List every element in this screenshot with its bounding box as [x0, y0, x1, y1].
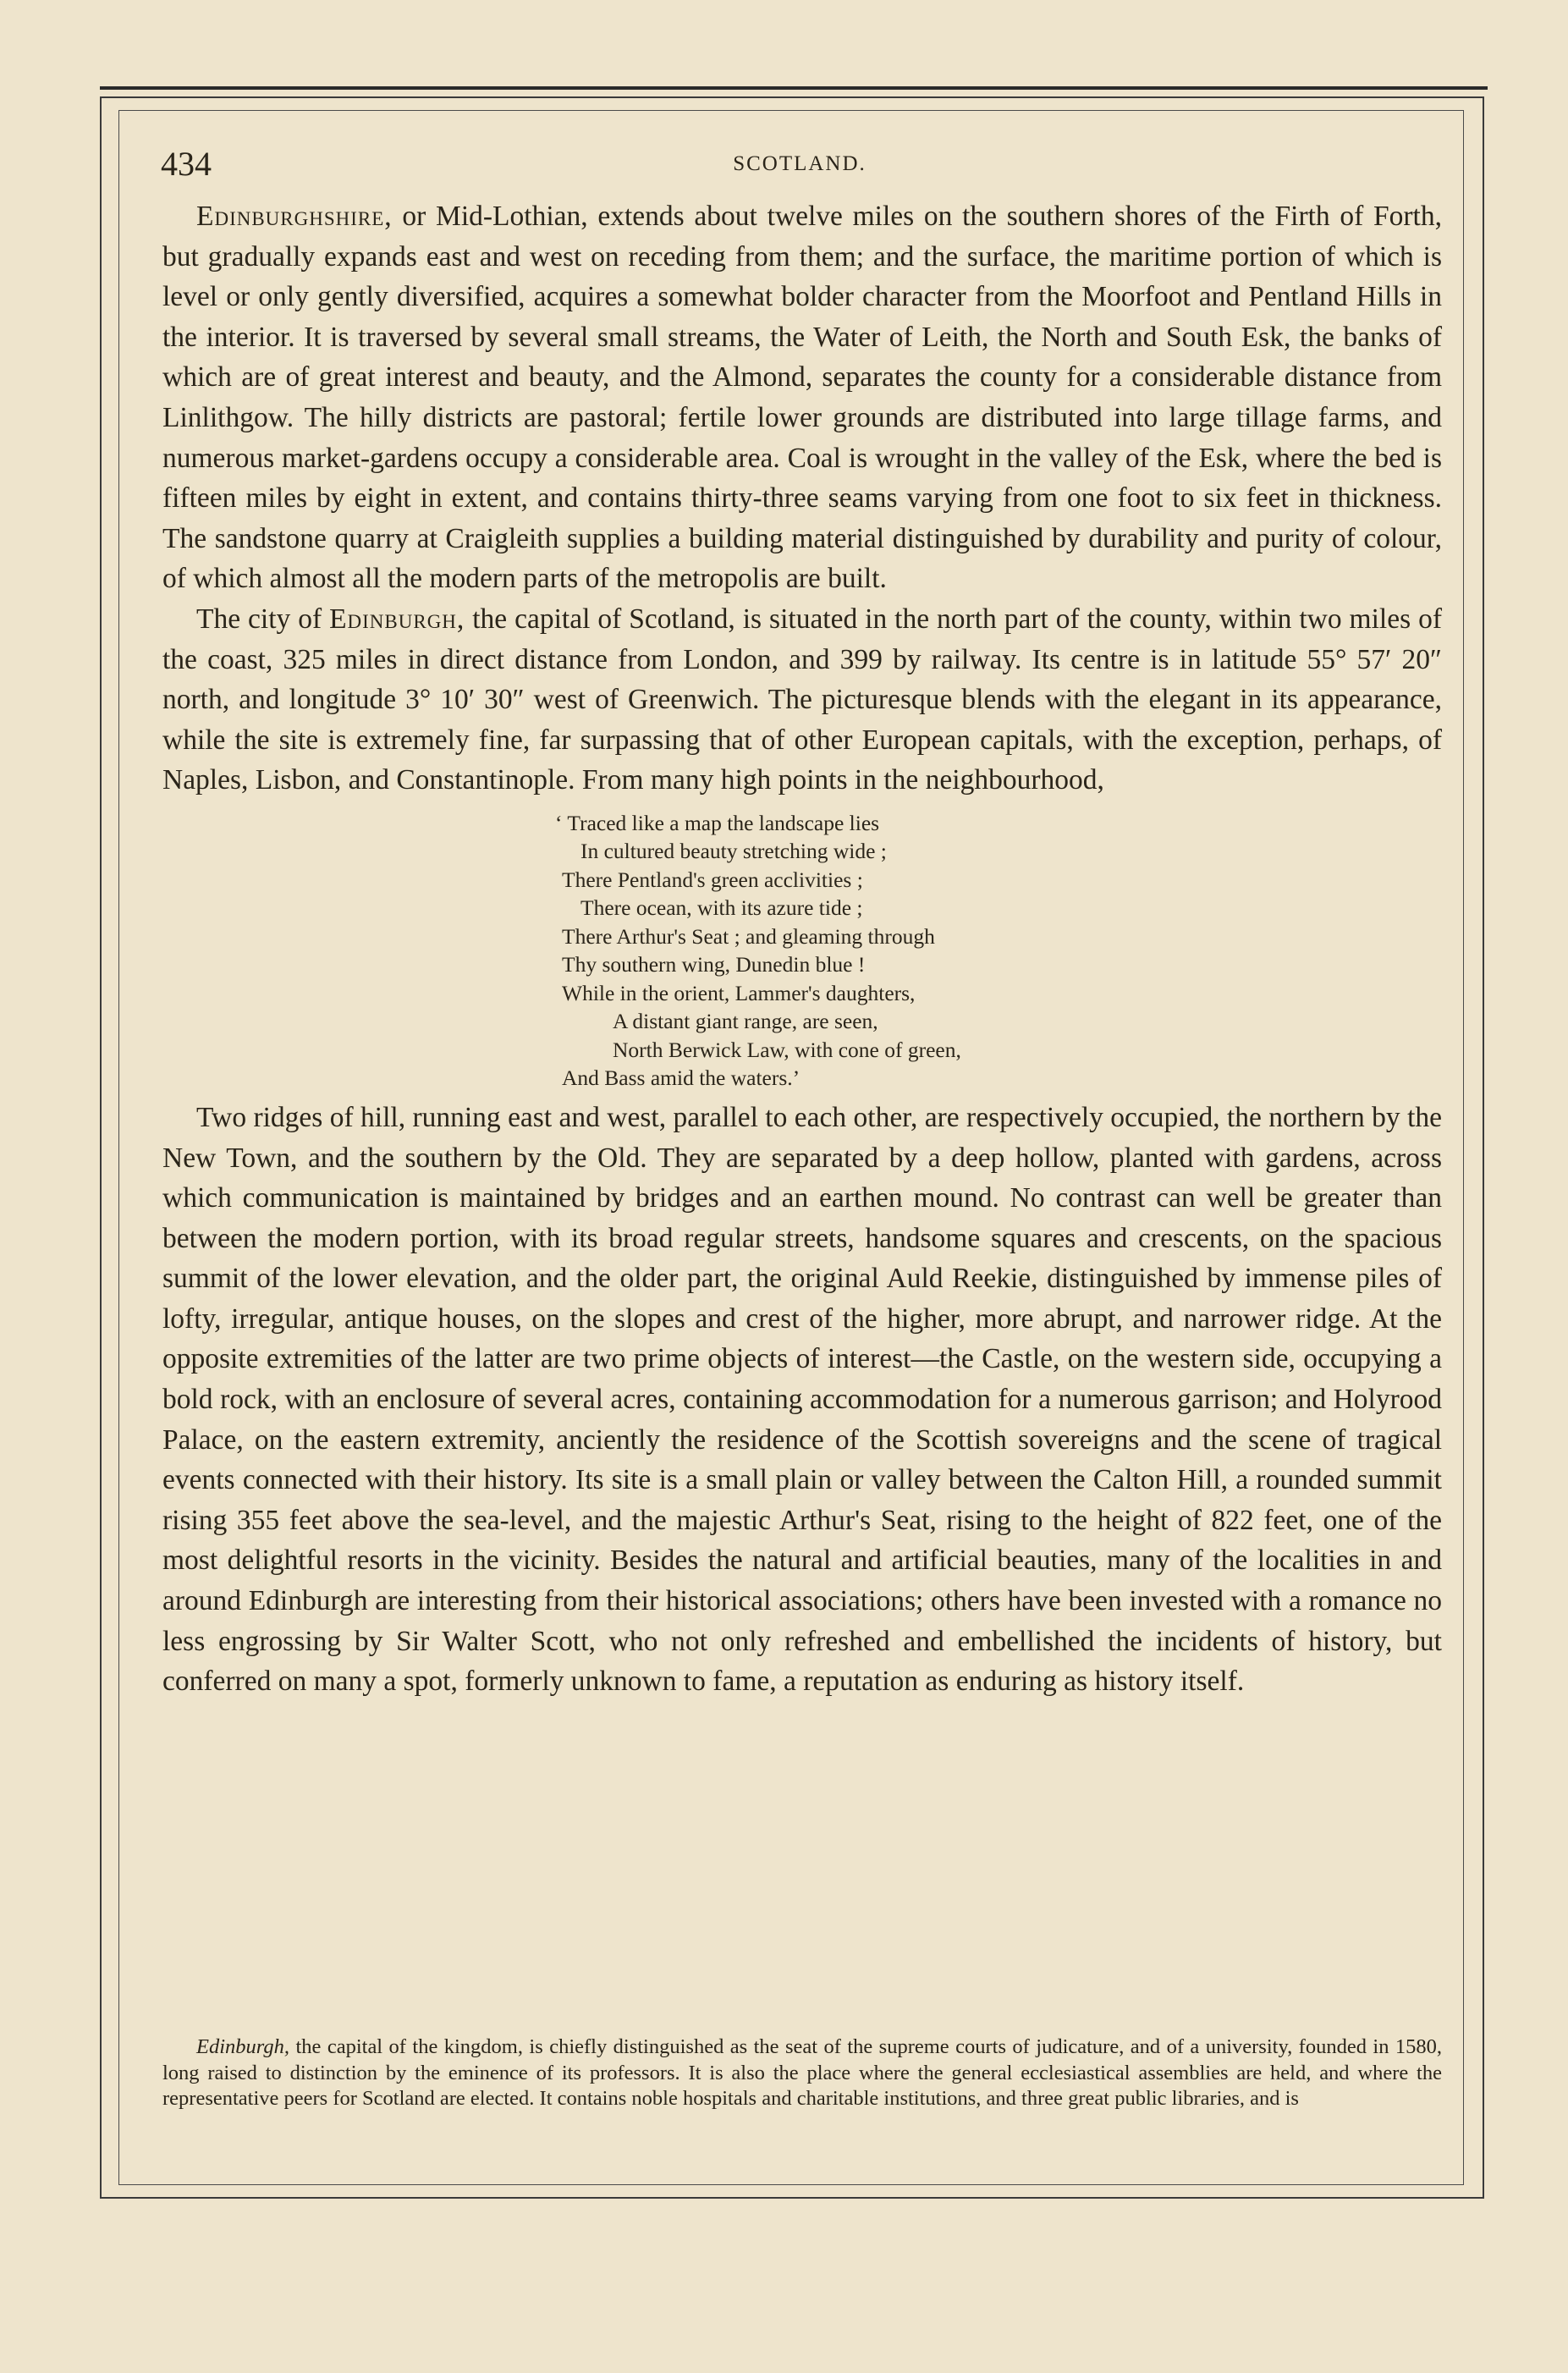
footnote: [162, 2034, 1442, 2112]
poem-line: ‘ Traced like a map the landscape lies: [555, 810, 880, 835]
paragraph-city: [162, 599, 1442, 801]
paragraph-edinburghshire: [162, 196, 1442, 599]
poem-line: There Pentland's green acclivities ;: [562, 867, 863, 892]
poem-quotation: [555, 809, 1442, 1093]
poem-line: There Arthur's Seat ; and gleaming through: [562, 923, 935, 949]
paragraph-pre: The city of: [196, 603, 330, 635]
poem-line: And Bass amid the waters.’: [562, 1065, 801, 1091]
poem-line: A distant giant range, are seen,: [613, 1009, 878, 1034]
paragraph-text: or Mid-Lothian, extends about twelve miles on the southern shores of the Firth of Forth, but gradually expands east and west on receding from them; and the surface, the maritime portion of which is level or only gently diversified, acquires a somewhat bolder character from the Moorfoot and Pentland Hills in the interior. It is traversed by several small streams, the Water of Leith, the North and South Esk, the banks of which are of great interest and beauty, and the Almond, separates the county for a considerable distance from Linlithgow. The hilly districts are pastoral; fertile lower grounds are distributed into large tillage farms, and numerous market-gardens occupy a considerable area. Coal is wrought in the valley of the Esk, where the bed is fifteen miles by eight in extent, and contains thirty-three seams varying from one foot to six feet in thickness. The sandstone quarry at Craigleith supplies a building material distinguished by durability and purity of colour, of which almost all the modern parts of the metropolis are built.: [162, 201, 1442, 595]
body-text: [162, 196, 1442, 1702]
poem-line: There ocean, with its azure tide ;: [580, 895, 863, 921]
footnote-lead: Edinburgh,: [196, 2035, 290, 2058]
poem-line: While in the orient, Lammer's daughters,: [562, 980, 916, 1005]
page-number: 434: [161, 145, 212, 183]
poem-line: North Berwick Law, with cone of green,: [613, 1037, 961, 1062]
paragraph-text: the capital of Scotland, is situated in the north part of the county, within two miles of the coast, 325 miles in direct distance from London, and 399 by railway. Its centre is in latitude 55° 57′ 20″ north, and longitude 3° 10′ 30″ west of Greenwich. The picturesque blends with the elegant in its appearance, while the site is extremely fine, far surpassing that of other European capitals, with the exception, perhaps, of Naples, Lisbon, and Constantinople. From many high points in the neighbourhood,: [162, 603, 1442, 796]
running-head: SCOTLAND.: [733, 152, 867, 175]
paragraph-ridges: [162, 1098, 1442, 1702]
poem-line: Thy southern wing, Dunedin blue !: [562, 952, 866, 977]
paragraph-text: Two ridges of hill, running east and west, parallel to each other, are respectively occupied, the northern by the New Town, and the southern by the Old. They are separated by a deep hollow, planted with gardens, across which communication is maintained by bridges and an earthen mound. No contrast can well be greater than between the modern portion, with its broad regular streets, handsome squares and crescents, on the spacious summit of the lower elevation, and the older part, the original Auld Reekie, distinguished by immense piles of lofty, irregular, antique houses, on the slopes and crest of the higher, more abrupt, and narrower ridge. At the opposite extremities of the latter are two prime objects of interest—the Castle, on the western side, occupying a bold rock, with an enclosure of several acres, containing accommodation for a numerous garrison; and Holyrood Palace, on the eastern extremity, anciently the residence of the Scottish sovereigns and the scene of tragical events connected with their history. Its site is a small plain or valley between the Calton Hill, a rounded summit rising 355 feet above the sea-level, and the majestic Arthur's Seat, rising to the height of 822 feet, one of the most delightful resorts in the vicinity. Besides the natural and artificial beauties, many of the localities in and around Edinburgh are interesting from their historical associations; others have been invested with a romance no less engrossing by Sir Walter Scott, who not only refreshed and embellished the incidents of history, but conferred on many a spot, formerly unknown to fame, a reputation as enduring as history itself.: [162, 1101, 1442, 1698]
footnote-text: the capital of the kingdom, is chiefly distinguished as the seat of the supreme courts of judicature, and of a university, founded in 1580, long raised to distinction by the eminence of its professors. It is also the place where the general ecclesiastical assemblies are held, and where the representative peers for Scotland are elected. It contains noble hospitals and charitable institutions, and three great public libraries, and is: [162, 2035, 1442, 2110]
top-rule: [100, 86, 1488, 90]
page-header: [161, 144, 1439, 195]
lead-term: Edinburgh,: [329, 603, 465, 635]
poem-line: In cultured beauty stretching wide ;: [580, 839, 887, 864]
lead-term: Edinburghshire,: [196, 201, 393, 232]
